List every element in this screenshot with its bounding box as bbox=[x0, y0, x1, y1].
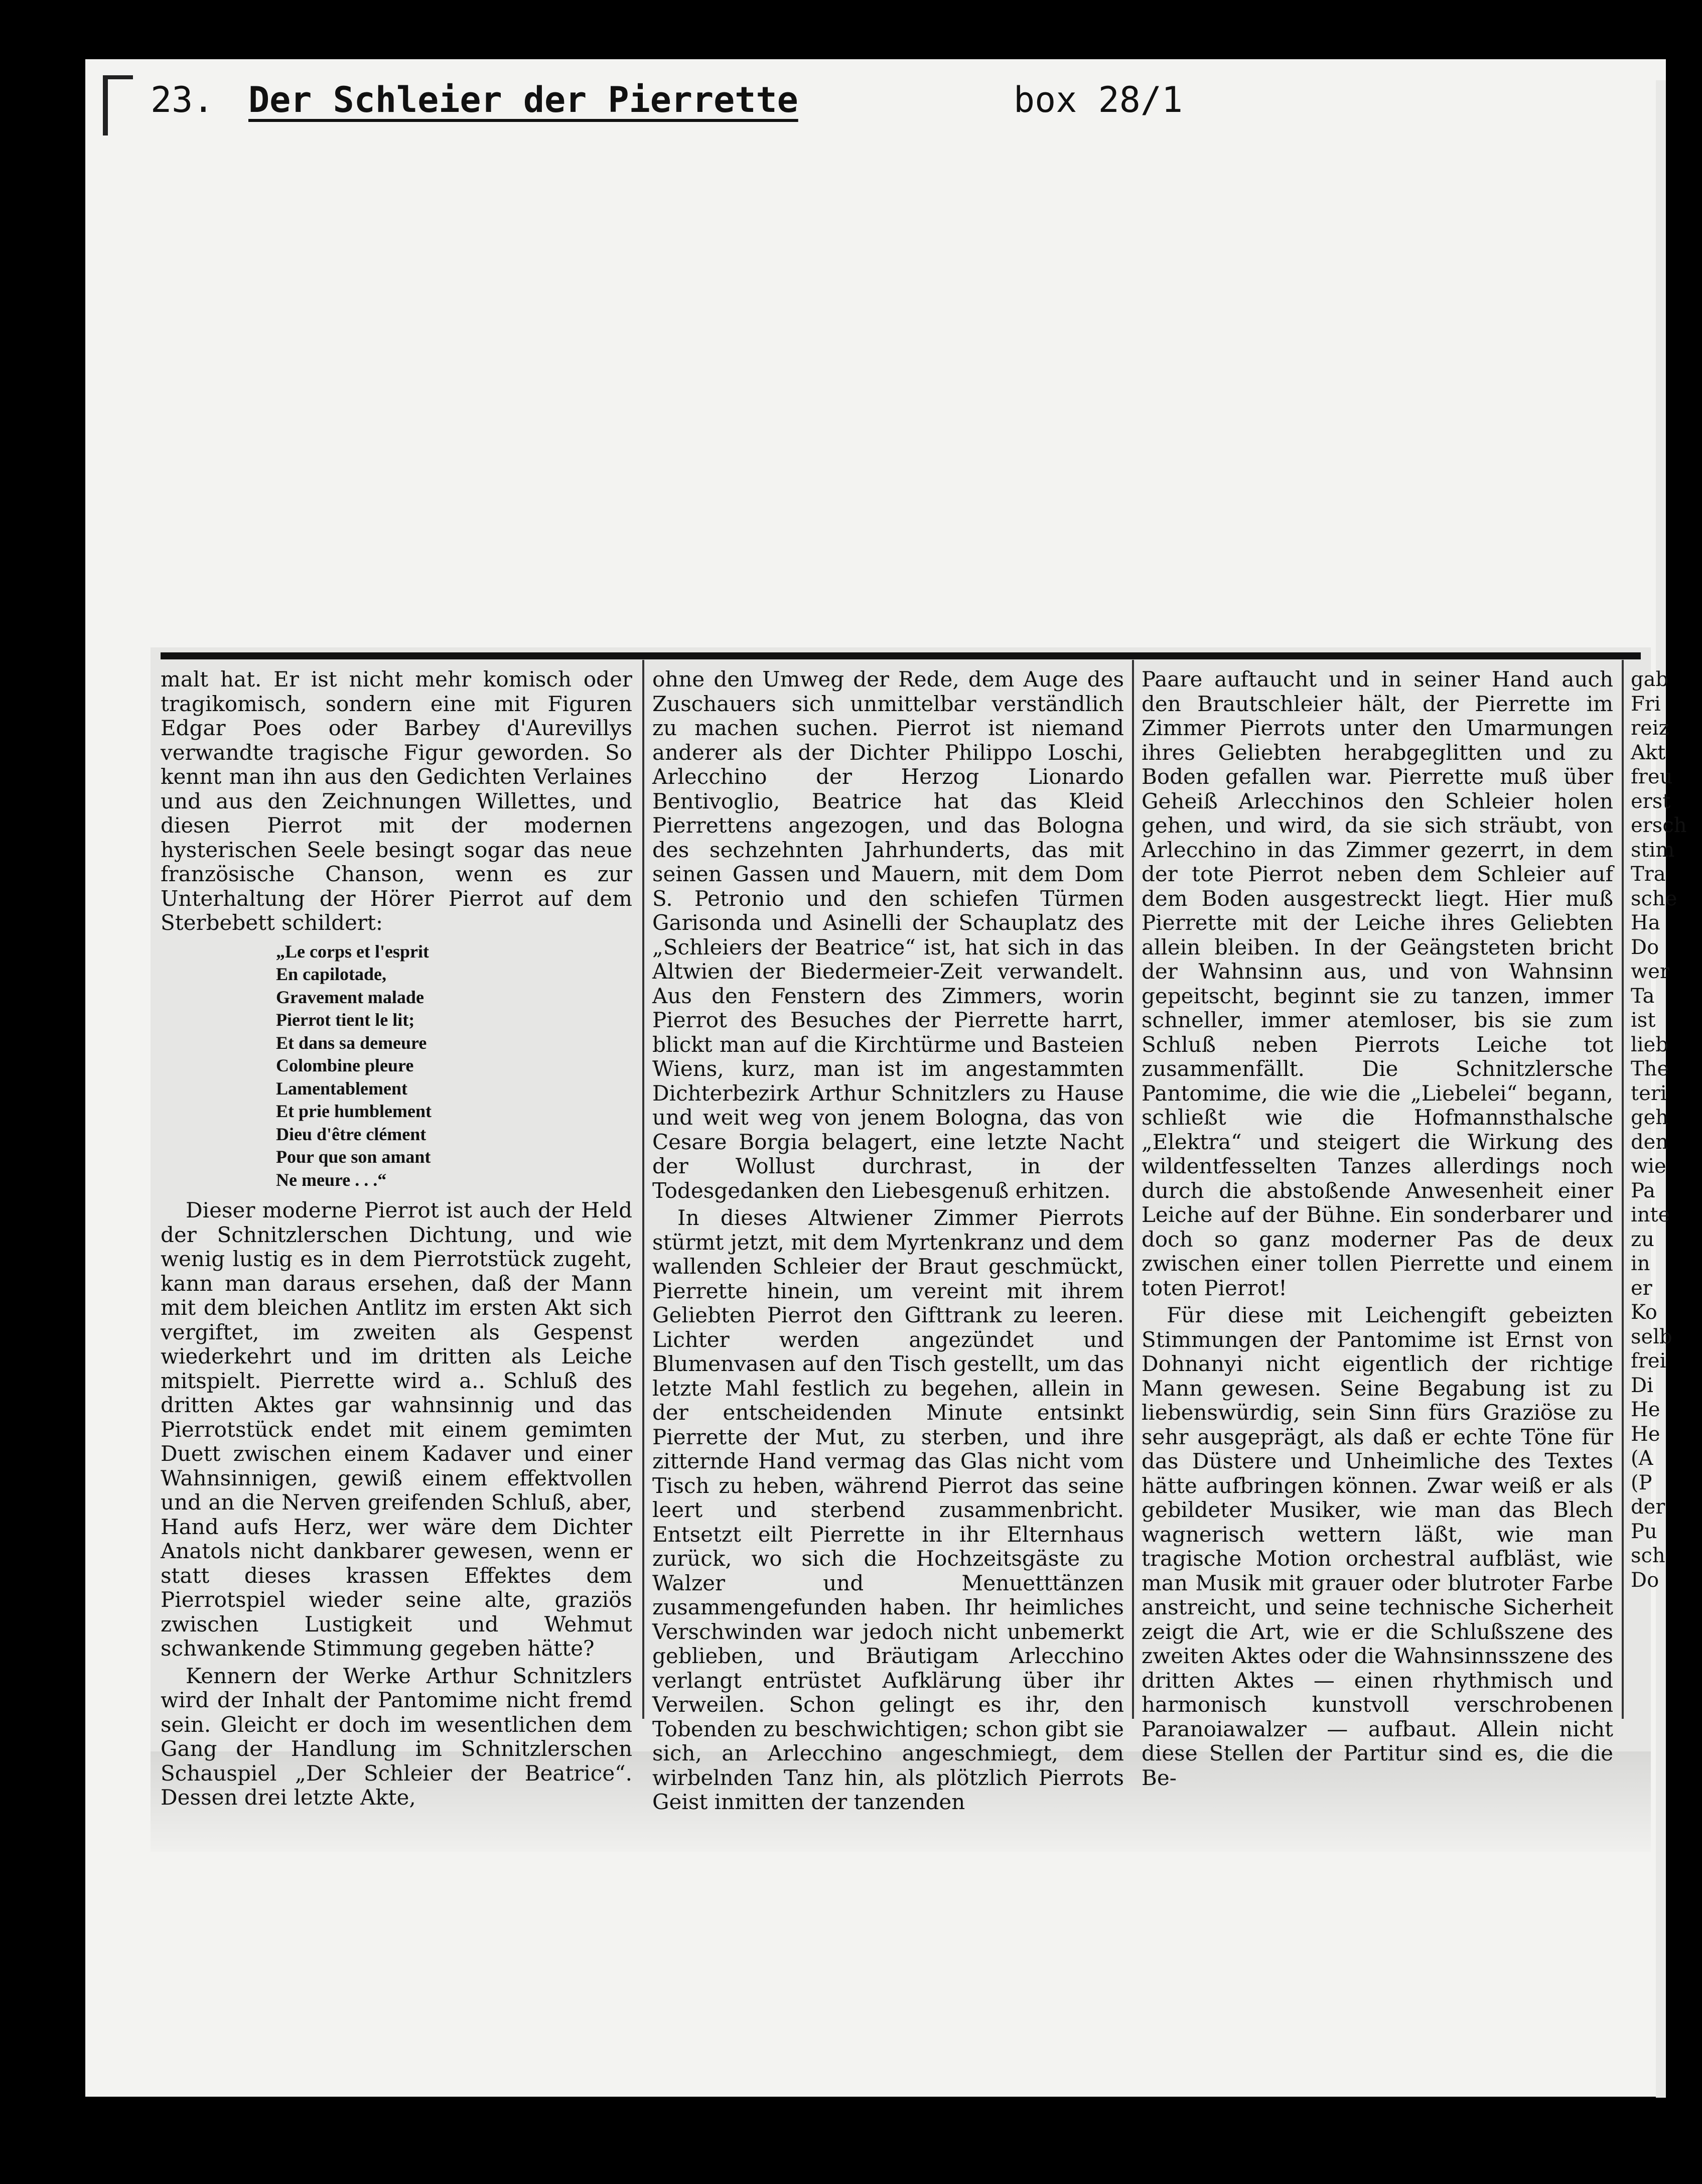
item-number: 23. bbox=[151, 79, 214, 120]
column-fragment: stim bbox=[1631, 838, 1675, 862]
column-fragment: Tra bbox=[1631, 863, 1666, 886]
column-fragment: He bbox=[1631, 1422, 1660, 1446]
paragraph: Paare auftaucht und in seiner Hand auch den Brautschleier hält, der Pierrette im Zimmer Pierrots unter den Umarmungen ihres Geliebten herabgeglitten und zu Boden gefallen war. Pierrette muß über Geheiß Arlecchinos den Schleier holen gehen, und wird, da sie sich sträubt, von Arlecchino in das Zimmer gezerrt, in dem der tote Pierrot neben dem Schleier auf dem Boden ausgestreckt liegt. Hier muß Pierrette mit der Leiche ihres Geliebten allein bleiben. In der Geängsteten bricht der Wahnsinn aus, und von Wahnsinn gepeitscht, beginnt sie zu tanzen, immer schneller, immer atemloser, bis sie zum Schluß neben Pierrots Leiche tot zusammenfällt. Die Schnitzlersche Pantomime, die wie die „Liebelei“ begann, schließt wie die Hofmannsthalsche „Elektra“ und steigert die Wirkung des wildentfesselten Tanzes allerdings noch durch die abstoßende Anwesenheit einer Leiche auf der Bühne. Ein sonderbarer und doch so ganz moderner Pas de deux zwischen einer tollen Pierrette und einem toten Pierrot! bbox=[1142, 667, 1613, 1300]
column-fragment: er bbox=[1631, 1276, 1652, 1300]
article-column-4-cut bbox=[1631, 667, 1687, 1714]
column-fragment: geh bbox=[1631, 1106, 1669, 1129]
poem-line: Pierrot tient le lit; bbox=[276, 1010, 415, 1030]
column-fragment: Ko bbox=[1631, 1301, 1657, 1324]
poem-line: Lamentablement bbox=[276, 1078, 407, 1099]
paragraph: malt hat. Er ist nicht mehr komisch oder tragikomisch, sondern eine mit Figuren Edgar Poes oder Barbey d'Aurevillys verwandte tragische Figur geworden. So kennt man ihn aus den Gedichten Verlaines und aus den Zeichnungen Willettes, und diesen Pierrot mit der modernen hysterischen Seele besingt sogar das neue französische Chanson, wenn es zur Unterhaltung der Hörer Pierrot auf dem Sterbebett schildert: bbox=[161, 667, 632, 935]
column-fragment: lieb bbox=[1631, 1033, 1668, 1056]
column-fragment: (A bbox=[1631, 1447, 1653, 1470]
frame-corner-mark-top bbox=[103, 75, 133, 79]
column-fragment: inte bbox=[1631, 1203, 1670, 1226]
clipping-top-rule bbox=[161, 652, 1641, 659]
column-divider bbox=[1132, 660, 1134, 1719]
column-fragment: den bbox=[1631, 1130, 1669, 1154]
article-column-2 bbox=[652, 667, 1124, 1814]
column-fragment: Fri bbox=[1631, 692, 1661, 716]
column-fragment: in bbox=[1631, 1252, 1650, 1275]
paragraph: In dieses Altwiener Zimmer Pierrots stürmt jetzt, mit dem Myrtenkranz und dem wallenden Schleier der Braut geschmückt, Pierrette hinein, um vereint mit ihrem Geliebten Pierrot den Gifttrank zu leeren. Lichter werden angezündet und Blumenvasen auf den Tisch gestellt, um das letzte Mahl festlich zu begehen, allein in der entscheidenden Minute entsinkt Pierrette der Mut, zu sterben, und ihre zitternde Hand vermag das Glas nicht vom Tisch zu heben, während Pierrot das seine leert und sterbend zusammenbricht. Entsetzt eilt Pierrette in ihr Elternhaus zurück, wo sich die Hochzeitsgäste zu Walzer und Menuetttänzen zusammengefunden haben. Ihr heimliches Verschwinden war jedoch nicht unbemerkt geblieben, und Bräutigam Arlecchino verlangt entrüstet Aufklärung über ihr Verweilen. Schon gelingt es ihr, den Tobenden zu beschwichtigen; schon gibt sie sich, an Arlecchino angeschmiegt, dem wirbelnden Tanz hin, als plötzlich Pierrots Geist inmitten der tanzenden bbox=[652, 1205, 1124, 1814]
poem-line: Colombine pleure bbox=[276, 1055, 414, 1075]
column-fragment: wie bbox=[1631, 1155, 1666, 1178]
paragraph: ohne den Umweg der Rede, dem Auge des Zuschauers sich unmittelbar verständlich zu machen suchen. Pierrot ist niemand anderer als der Dichter Philippo Loschi, Arlecchino der Herzog Lionardo Bentivoglio, Beatrice hat das Kleid Pierrettens angezogen, und das Bologna des sechzehnten Jahrhunderts, das mit seinen Gassen und Mauern, mit dem Dom S. Petronio und den schiefen Türmen Garisonda und Asinelli der Schauplatz des „Schleiers der Beatrice“ ist, hat sich in das Altwien der Biedermeier-Zeit verwandelt. Aus den Fenstern des Zimmers, worin Pierrot des Besuches der Pierrette harrt, blickt man auf die Kirchtürme und Basteien Wiens, kurz, man ist im angestammten Dichterbezirk Arthur Schnitzlers zu Hause und weit weg von jenem Bologna, das von Cesare Borgia belagert, eine letzte Nacht der Wollust durchrast, in der Todesgedanken den Liebesgenuß erhitzen. bbox=[652, 667, 1124, 1203]
poem-line: Et prie humblement bbox=[276, 1101, 432, 1121]
poem-line: En capilotade, bbox=[276, 964, 387, 984]
column-fragment: Ta bbox=[1631, 984, 1655, 1008]
column-divider bbox=[642, 660, 644, 1719]
column-fragment: ist bbox=[1631, 1009, 1656, 1032]
poem-line: Pour que son amant bbox=[276, 1147, 431, 1167]
poem-line: Dieu d'être clément bbox=[276, 1124, 427, 1144]
box-label: box 28/1 bbox=[1014, 79, 1183, 120]
column-fragment: selb bbox=[1631, 1325, 1672, 1348]
paragraph: Dieser moderne Pierrot ist auch der Held der Schnitzlerschen Dichtung, und wie wenig lustig es in dem Pierrotstück zugeht, kann man daraus ersehen, daß der Mann mit dem bleichen Antlitz im ersten Akt sich vergiftet, im zweiten als Gespenst wiederkehrt und im dritten als Leiche mitspielt. Pierrette wird a.. Schluß des dritten Aktes gar wahnsinnig und das Pierrotstück endet mit einem gemimten Duett zwischen einem Kadaver und einer Wahnsinnigen, gewiß einem effektvollen und an die Nerven greifenden Schluß, aber, Hand aufs Herz, wer wäre dem Dichter Anatols nicht dankbarer gewesen, wenn er statt dieses krassen Effektes dem Pierrotspiel wieder seine alte, graziös zwischen Lustigkeit und Wehmut schwankende Stimmung gegeben hätte? bbox=[161, 1198, 632, 1661]
article-column-1 bbox=[161, 667, 632, 1810]
column-fragment: frei bbox=[1631, 1349, 1666, 1373]
column-fragment: Pa bbox=[1631, 1179, 1655, 1202]
column-fragment: gab bbox=[1631, 668, 1669, 691]
column-fragment: (P bbox=[1631, 1471, 1652, 1494]
column-fragment: freu bbox=[1631, 765, 1673, 788]
column-fragment: erst bbox=[1631, 789, 1671, 813]
article-column-3 bbox=[1142, 667, 1613, 1790]
column-fragment: Do bbox=[1631, 1568, 1659, 1592]
paragraph: Für diese mit Leichengift gebeizten Stimmungen der Pantomime ist Ernst von Dohnanyi nicht eigentlich der richtige Mann gewesen. Seine Begabung ist zu liebenswürdig, sein Sinn fürs Graziöse zu sehr ausgeprägt, als daß er echte Töne für das Düstere und Unheimliche des Textes hätte aufbringen können. Zwar weiß er als gebildeter Musiker, wie man das Blech wagnerisch wettern läßt, wie man tragische Motion orchestral aufbläst, wie man Musik mit grauer oder blutroter Farbe anstreicht, und seine technische Sicherheit zeigt die Art, wie er die Schlußszene des zweiten Aktes oder die Wahnsinnsszene des dritten Aktes — einen rhythmisch und harmonisch kunstvoll verschrobenen Paranoiawalzer — aufbaut. Allein nicht diese Stellen der Partitur sind es, die die Be- bbox=[1142, 1303, 1613, 1790]
column-fragment: teri bbox=[1631, 1081, 1667, 1105]
poem-line: Ne meure . . .“ bbox=[276, 1169, 387, 1190]
column-fragment: The bbox=[1631, 1057, 1669, 1080]
column-fragment: der bbox=[1631, 1495, 1665, 1519]
column-fragment: Akt bbox=[1631, 741, 1666, 764]
column-fragment: Di bbox=[1631, 1374, 1653, 1397]
item-title: Der Schleier der Pierrette bbox=[248, 79, 798, 120]
column-fragment: wer bbox=[1631, 960, 1670, 983]
column-divider bbox=[1622, 660, 1624, 1719]
paragraph: Kennern der Werke Arthur Schnitzlers wird der Inhalt der Pantomime nicht fremd sein. Gleicht er doch im wesentlichen dem Gang der Handlung im Schnitzlerschen Schauspiel „Der Schleier der Beatrice“. Dessen drei letzte Akte, bbox=[161, 1663, 632, 1810]
column-fragment: He bbox=[1631, 1398, 1660, 1421]
column-fragment: Ha bbox=[1631, 911, 1660, 934]
frame-corner-mark bbox=[103, 75, 108, 135]
poem-quote bbox=[276, 940, 632, 1192]
column-fragment: ersch bbox=[1631, 814, 1687, 837]
column-fragment: sche bbox=[1631, 887, 1677, 910]
column-fragment: Do bbox=[1631, 935, 1659, 959]
poem-line: Et dans sa demeure bbox=[276, 1032, 427, 1053]
column-fragment: sch bbox=[1631, 1544, 1665, 1567]
poem-line: „Le corps et l'esprit bbox=[276, 941, 429, 962]
poem-line: Gravement malade bbox=[276, 987, 424, 1007]
column-fragment: Pu bbox=[1631, 1520, 1657, 1543]
column-fragment: reiz bbox=[1631, 717, 1669, 740]
column-fragment: zu bbox=[1631, 1227, 1654, 1251]
